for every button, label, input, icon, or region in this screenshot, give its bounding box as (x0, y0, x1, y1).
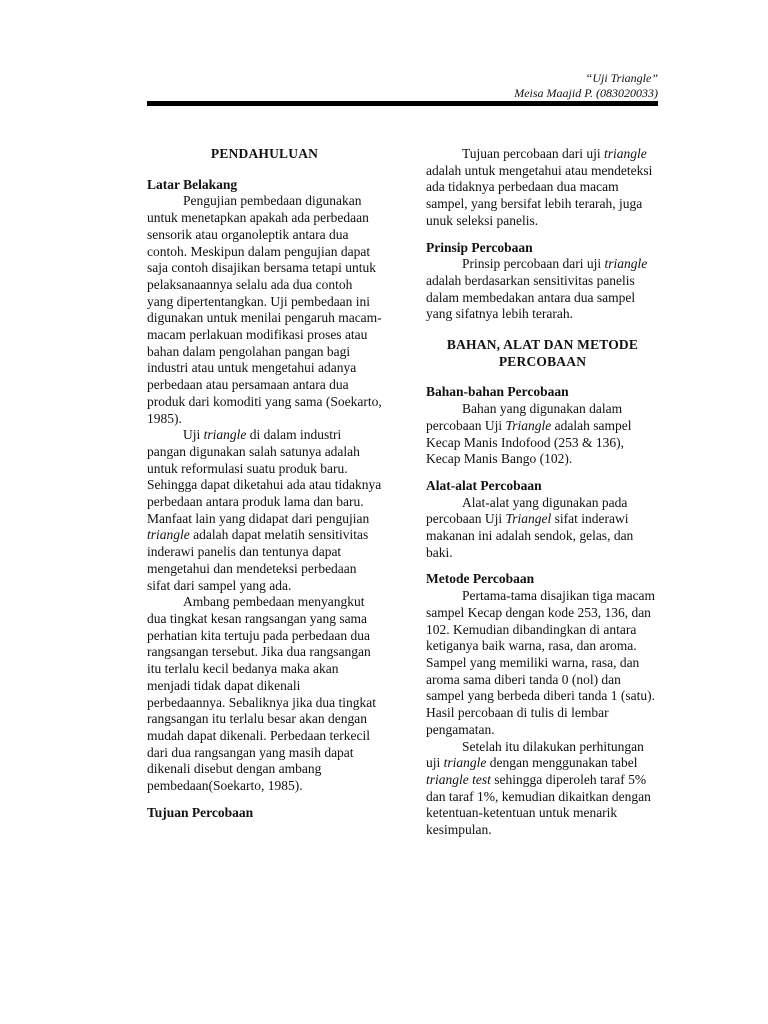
subheading-latar-belakang: Latar Belakang (147, 176, 238, 192)
paragraph-prinsip: Prinsip percobaan dari uji triangle adalah berdasarkan sensitivitas panelis dalam membedakan antara dua sampel yang sifatnya lebih terarah. (426, 256, 648, 322)
paragraph-latar-1: Pengujian pembedaan digunakan untuk menetapkan apakah ada perbedaan sensorik atau organoleptik antara dua contoh. Meskipun dalam pengujian dapat saja contoh disajikan bersama tetapi untuk pelaksanaannya selalu ada dua contoh yang dipertentangkan. Uji pembedaan ini digunakan untuk menilai pengaruh macam-macam perlakuan modifikasi proses atau bahan dalam pengolahan pangan bagi industri atau untuk mengetahui adanya perbedaan atau persamaan antara dua produk dari komoditi yang sama (Soekarto, 1985). (147, 193, 382, 426)
running-header (514, 71, 658, 101)
header-rule (147, 101, 658, 106)
paragraph-metode-1: Pertama-tama disajikan tiga macam sampel Kecap dengan kode 253, 136, dan 102. Kemudian dibandingkan di antara ketiganya baik warna, rasa, dan aroma. Sampel yang memiliki warna, rasa, dan aroma sama diberi tanda 0 (nol) dan sampel yang berbeda diberi tanda 1 (satu). Hasil percobaan di tulis di lembar pengamatan. (426, 588, 656, 737)
section-heading-pendahuluan: PENDAHULUAN (210, 146, 319, 161)
subheading-prinsip-percobaan: Prinsip Percobaan (426, 239, 533, 255)
header-title: “Uji Triangle” (585, 71, 658, 85)
paragraph-bahan: Bahan yang digunakan dalam percobaan Uji Triangle adalah sampel Kecap Manis Indofood (253 & 136), Kecap Manis Bango (102). (426, 401, 632, 467)
subheading-metode-percobaan: Metode Percobaan (426, 571, 535, 587)
subheading-tujuan-percobaan: Tujuan Percobaan (147, 804, 254, 820)
paragraph-tujuan: Tujuan percobaan dari uji triangle adalah untuk mengetahui atau mendeteksi ada tidaknya perbedaan dua macam sampel, yang bersifat lebih terarah, juga unuk seleksi panelis. (426, 146, 653, 228)
section-heading-bahan-alat-metode: BAHAN, ALAT DAN METODE PERCOBAAN (446, 337, 639, 369)
left-column (147, 146, 382, 821)
header-author: Meisa Maajid P. (083020033) (514, 86, 658, 100)
paragraph-latar-3: Ambang pembedaan menyangkut dua tingkat kesan rangsangan yang sama perhatian kita tertuju pada perbedaan dua rangsangan tersebut. Jika dua rangsangan itu terlalu kecil bedanya maka akan menjadi tidak dapat dikenali perbedaannya. Sebaliknya jika dua tingkat rangsangan itu terlalu besar akan dengan mudah dapat dikenali. Perbedaan terkecil dari dua rangsangan yang masih dapat dikenali disebut dengan ambang pembedaan(Soekarto, 1985). (147, 594, 377, 794)
paragraph-latar-2: Uji triangle di dalam industri pangan digunakan salah satunya adalah untuk reformulasi suatu produk baru. Sehingga dapat diketahui ada atau tidaknya perbedaan antara produk lama dan baru. Manfaat lain yang didapat dari pengujian triangle adalah dapat melatih sensitivitas inderawi panelis dan tentunya dapat mengetahui dan mendeteksi perbedaan sifat dari sampel yang ada. (147, 427, 382, 593)
paragraph-alat: Alat-alat yang digunakan pada percobaan Uji Triangel sifat inderawi makanan ini adalah sendok, gelas, dan baki. (426, 494, 634, 560)
paragraph-metode-2: Setelah itu dilakukan perhitungan uji triangle dengan menggunakan tabel triangle test sehingga diperoleh taraf 5% dan taraf 1%, kemudian dikaitkan dengan ketentuan-ketentuan untuk menarik kesimpulan. (426, 738, 651, 838)
right-column (426, 146, 659, 839)
subheading-bahan-percobaan: Bahan-bahan Percobaan (426, 384, 569, 400)
subheading-alat-percobaan: Alat-alat Percobaan (426, 477, 542, 493)
